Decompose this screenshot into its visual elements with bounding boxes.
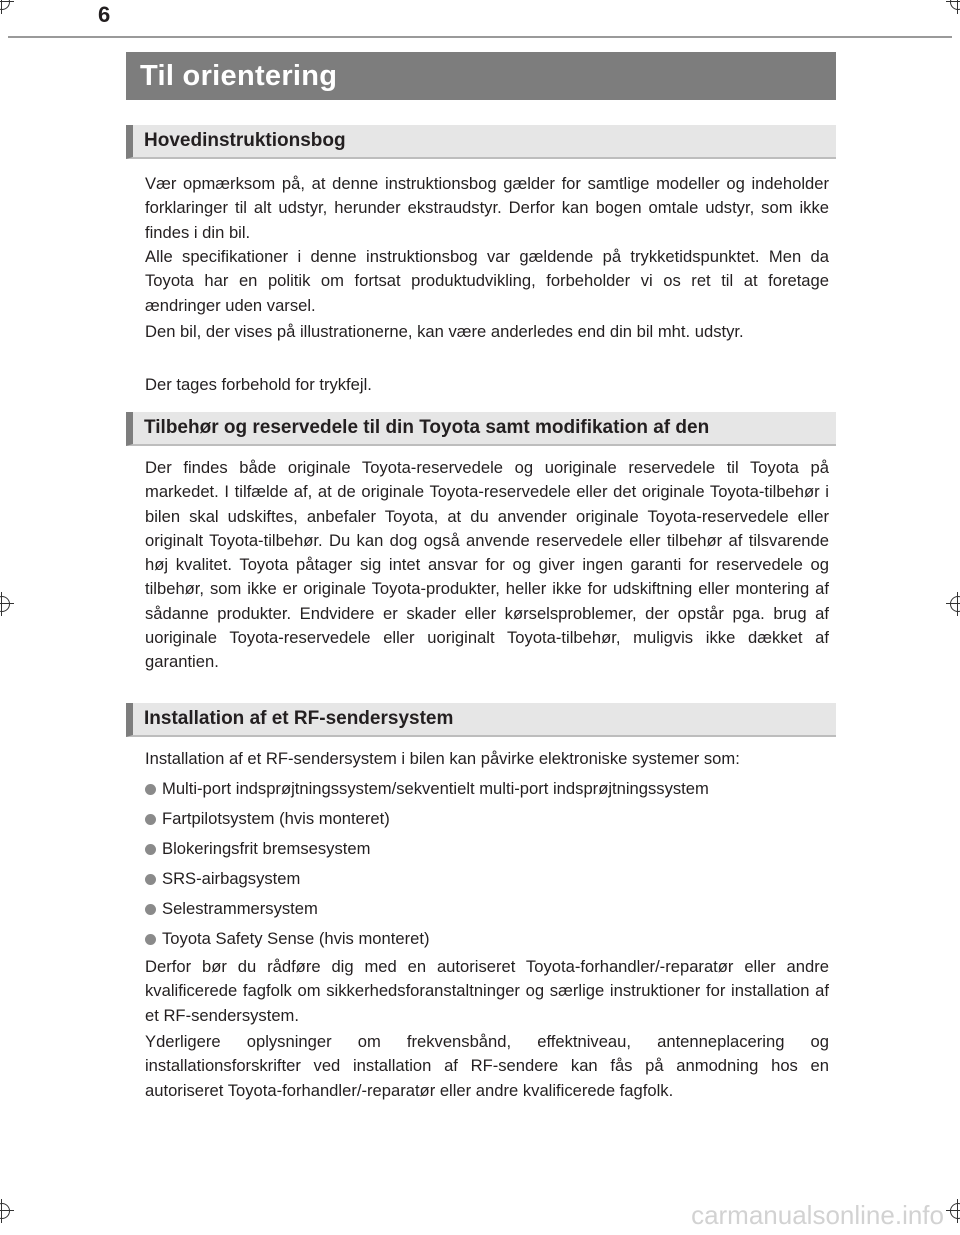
bullet-icon [145, 874, 156, 885]
header-divider [8, 36, 952, 38]
bullet-icon [145, 814, 156, 825]
crop-mark-icon [0, 1199, 14, 1223]
chapter-title: Til orientering [140, 59, 338, 92]
section-heading-text: Tilbehør og reservedele til din Toyota samt modifikation af den [144, 417, 710, 438]
watermark: carmanualsonline.info [691, 1200, 944, 1230]
list-item [145, 927, 829, 951]
paragraph: Vær opmærksom på, at denne instruktionsbog gælder for samtlige modeller og indeholder forklaringer til alt udstyr, herunder ekstraudstyr. Derfor kan bogen omtale udstyr, som ikke findes i din bil. [145, 174, 829, 242]
paragraph: Den bil, der vises på illustrationerne, kan være anderledes end din bil mht. udstyr. [145, 322, 744, 341]
crop-mark-icon [0, 0, 14, 14]
crop-mark-icon [946, 0, 960, 14]
list-item-text: SRS-airbagsystem [162, 869, 301, 888]
list-item-text: Selestrammersystem [162, 899, 318, 918]
paragraph: Der findes både originale Toyota-reservedele og uoriginale reservedele til Toyota på markedet. I tilfælde af, at de originale Toyota-reservedele eller det originale Toyota-tilbehør i bilen skal udskiftes, anbefaler Toyota, at du anvender originale Toyota-reservedele eller originalt Toyota-tilbehør. Du kan dog også anvende reservedele eller tilbehør af tilsvarende høj kvalitet. Toyota påtager sig intet ansvar for og giver ingen garanti for reservedele og tilbehør, som ikke er originale Toyota-produkter, heller ikke for udskiftning eller montering af sådanne produkter. Endvidere er skader eller kørselsproblemer, der opstår pga. brug af uoriginale Toyota-reservedele eller uoriginalt Toyota-tilbehør, muligvis ikke dækket af garantien. [145, 458, 829, 672]
crop-mark-icon [0, 592, 14, 616]
paragraph: Alle specifikationer i denne instruktionsbog var gældende på trykketidspunktet. Men da Toyota har en politik om fortsat produktudvikling, forbeholder vi os ret til at foretage ændringer uden varsel. [145, 247, 829, 315]
crop-mark-icon [946, 592, 960, 616]
list-item-text: Toyota Safety Sense (hvis monteret) [162, 929, 430, 948]
list-item-text: Fartpilotsystem (hvis monteret) [162, 809, 390, 828]
paragraph: Der tages forbehold for trykfejl. [145, 375, 372, 394]
list-item [145, 867, 829, 891]
list-item-text: Multi-port indsprøjtningssystem/sekventielt multi-port indsprøjtningssystem [162, 779, 709, 798]
list-item [145, 777, 829, 801]
page-number: 6 [98, 2, 111, 27]
list-item [145, 897, 829, 921]
crop-mark-icon [946, 1199, 960, 1223]
paragraph: Derfor bør du rådføre dig med en autoriseret Toyota-forhandler/-reparatør eller andre kvalificerede fagfolk om sikkerhedsforanstaltninger og særlige instruktioner for installation af et RF-sendersystem. [145, 957, 829, 1025]
section-heading-text: Installation af et RF-sendersystem [144, 708, 454, 729]
chapter-title-bar [126, 52, 836, 100]
bullet-icon [145, 844, 156, 855]
paragraph-intro: Installation af et RF-sendersystem i bilen kan påvirke elektroniske systemer som: [145, 749, 740, 768]
list-item [145, 807, 829, 831]
list-item [145, 837, 829, 861]
list-item-text: Blokeringsfrit bremsesystem [162, 839, 371, 858]
bullet-icon [145, 934, 156, 945]
section-heading-hovedinstruktionsbog [126, 125, 836, 159]
section-heading-text: Hovedinstruktionsbog [144, 130, 346, 151]
section-heading-tilbehor [126, 412, 836, 446]
bullet-icon [145, 784, 156, 795]
bullet-icon [145, 904, 156, 915]
section-heading-rf-sendersystem [126, 703, 836, 737]
paragraph: Yderligere oplysninger om frekvensbånd, effektniveau, antenneplacering og installationsforskrifter ved installation af RF-sendere kan fås på anmodning hos en autoriseret Toyota-forhandler/-reparatør eller andre kvalificerede fagfolk. [145, 1032, 829, 1100]
